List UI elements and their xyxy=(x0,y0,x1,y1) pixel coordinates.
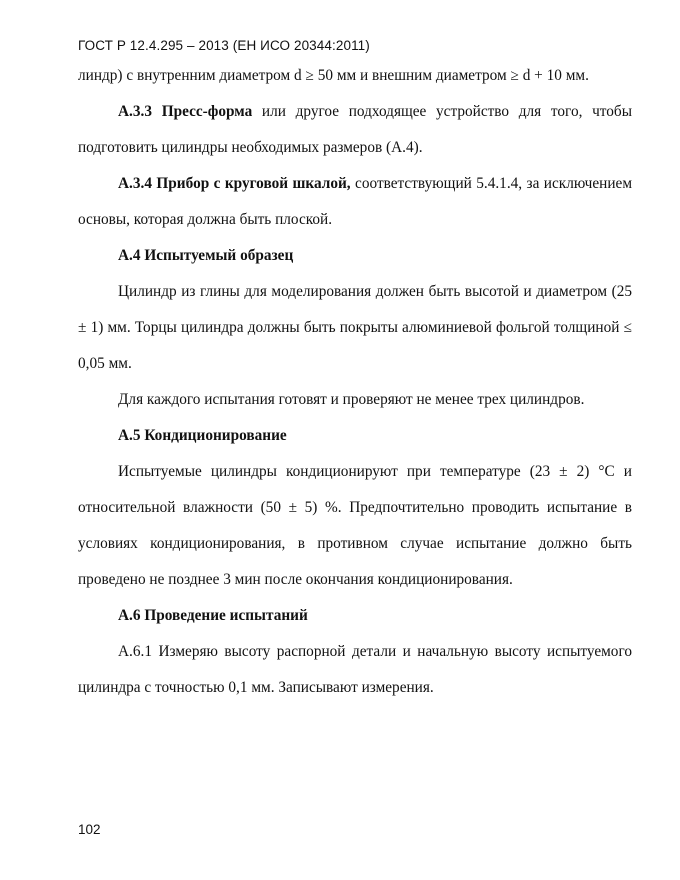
page-header-standard: ГОСТ Р 12.4.295 – 2013 (ЕН ИСО 20344:2011) xyxy=(78,38,370,53)
clause-label-a33: А.3.3 Пресс-форма xyxy=(118,103,253,120)
section-heading-a6: А.6 Проведение испытаний xyxy=(118,607,308,624)
clause-label-a34: А.3.4 Прибор с круговой шкалой, xyxy=(118,175,351,192)
paragraph-continuation: линдр) с внутренним диаметром d ≥ 50 мм и внешним диаметром ≥ d + 10 мм. xyxy=(78,67,589,84)
paragraph-a61: А.6.1 Измеряю высоту распорной детали и начальную высоту испытуемого цилиндра с точностью 0,1 мм. Записывают измерения. xyxy=(78,643,632,696)
section-heading-a4: А.4 Испытуемый образец xyxy=(118,247,294,264)
paragraph-a4-specimen: Цилиндр из глины для моделирования должен быть высотой и диаметром (25 ± 1) мм. Торцы цилиндра должны быть покрыты алюминиевой фольгой толщиной ≤ 0,05 мм. xyxy=(78,283,632,372)
paragraph-a34 xyxy=(78,166,632,238)
clause-text-a33: или другое подходящее устройство для того, чтобы подготовить цилиндры необходимых размеров (А.4). xyxy=(78,103,632,156)
clause-text-a34: соответствующий 5.4.1.4, за исключением основы, которая должна быть плоской. xyxy=(78,175,632,228)
page-body xyxy=(78,58,632,706)
page-number: 102 xyxy=(78,822,101,837)
section-heading-a5: А.5 Кондиционирование xyxy=(118,427,287,444)
paragraph-a4-count: Для каждого испытания готовят и проверяют не менее трех цилиндров. xyxy=(118,391,585,408)
paragraph-a5-conditioning: Испытуемые цилиндры кондиционируют при температуре (23 ± 2) °С и относительной влажности (50 ± 5) %. Предпочтительно проводить испытание в условиях кондиционирования, в противном случае испытание должно быть проведено не позднее 3 мин после окончания кондиционирования. xyxy=(78,463,632,588)
paragraph-a33 xyxy=(78,94,632,166)
